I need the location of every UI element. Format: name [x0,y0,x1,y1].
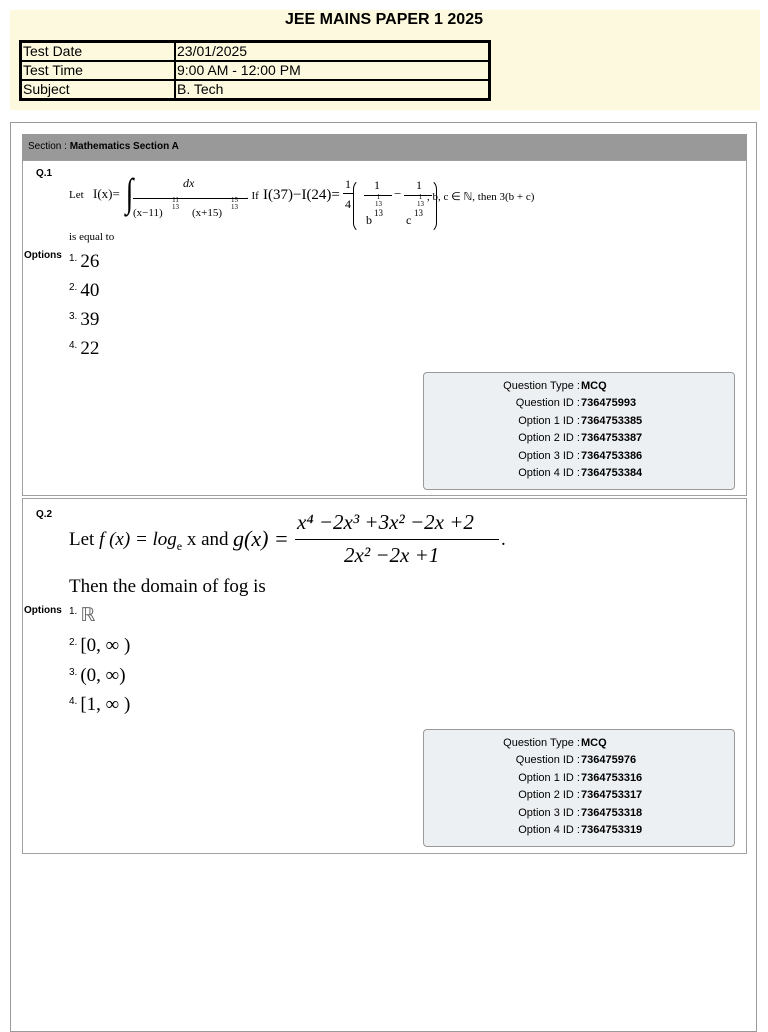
exp-num: 15 [231,196,238,204]
test-info-row [21,61,489,80]
meta-row [424,448,734,465]
test-info-value: 23/01/2025 [175,42,489,61]
question-text [69,170,709,235]
paper-title: JEE MAINS PAPER 1 2025 [284,11,483,28]
meta-value: 7364753387 [581,432,643,444]
question-text [69,510,539,573]
options-label: Options [24,605,62,616]
meta-value: 7364753316 [581,772,643,784]
math-g-numerator: x⁴ −2x³ +3x² −2x +2 [297,510,474,534]
meta-value: 736475993 [581,397,637,409]
section-prefix: Section : [28,141,70,152]
section-name: Mathematics Section A [69,141,179,152]
meta-key: Question ID : [515,397,580,409]
option-number: 2. [69,282,78,293]
question-number: Q.1 [36,168,53,179]
meta-value: 7364753319 [581,824,643,836]
fraction-denominator: 4 [345,197,351,211]
meta-value: 7364753318 [581,807,643,819]
fraction-numerator: 1 [345,177,351,191]
meta-key: Question Type : [503,380,580,392]
test-info-table [19,40,491,101]
math-period: . [501,529,506,550]
option-value: ℝ [80,605,96,626]
fraction-line [133,198,247,199]
math-exponent [172,197,179,211]
math-if: . If [246,190,259,202]
math-let: Let [69,189,84,201]
math-let-word: Let [69,529,95,550]
meta-value: 7364753317 [581,789,643,801]
paren-term-numerator: 1 [416,178,422,192]
option-2[interactable] [69,635,130,657]
math-lhs: I(37)−I(24)= [263,187,340,203]
option-3[interactable] [69,665,126,687]
meta-row [424,430,734,447]
exp-num: 1 [418,193,423,201]
option-number: 1. [69,606,78,617]
meta-key: Option 2 ID : [518,432,580,444]
exp-den: 13 [375,200,382,208]
test-info-label: Test Date [21,42,175,61]
paren-term-exponent: 13 [414,208,423,218]
meta-row [424,465,734,482]
meta-value: MCQ [581,737,607,749]
options-label: Options [24,250,62,261]
meta-row [424,805,734,822]
question-meta-box [423,729,735,847]
question-text-line2: Then the domain of fog is [69,576,266,597]
option-value: [1, ∞ ) [80,694,131,715]
meta-value: 7364753385 [581,415,643,427]
meta-row [424,395,734,412]
math-tail: , b, c ∈ ℕ, then 3(b + c) [427,191,535,203]
meta-value: 736475976 [581,754,637,766]
right-paren [422,179,437,233]
fraction-line [343,193,353,194]
math-let [69,529,229,554]
math-numerator: dx [183,176,195,190]
meta-key: Option 1 ID : [518,772,580,784]
meta-value: MCQ [581,380,607,392]
exp-num: 11 [172,196,179,204]
option-number: 1. [69,253,78,264]
math-exponent [231,197,238,211]
option-number: 2. [69,637,78,648]
option-1[interactable] [69,251,99,273]
option-number: 3. [69,667,78,678]
paren-term-exponent: 13 [374,208,383,218]
test-info-row [21,80,489,99]
option-value: [0, ∞ ) [80,635,131,656]
math-denominator-b: (x+15) [192,207,223,219]
exp-num: 1 [376,193,381,201]
question-card [22,160,747,496]
test-info-row [21,42,489,61]
question-text-line2: is equal to [69,231,115,243]
fraction-line [295,539,499,540]
meta-key: Option 1 ID : [518,415,580,427]
meta-value: 7364753386 [581,450,643,462]
meta-key: Option 4 ID : [518,824,580,836]
option-value: 39 [80,309,100,330]
test-info-label: Subject [21,80,175,99]
option-2[interactable] [69,280,99,302]
question-meta-box [423,372,735,490]
question-number: Q.2 [36,509,53,520]
math-g-denominator: 2x² −2x +1 [344,543,440,567]
math-f-var: x and [182,529,229,550]
option-number: 4. [69,340,78,351]
option-value: 22 [80,338,100,359]
math-subscript: e [176,538,183,553]
meta-key: Question ID : [515,754,580,766]
math-minus: − [394,186,402,201]
paren-term-numerator: 1 [374,178,380,192]
exp-den: 13 [172,203,179,211]
meta-row [424,770,734,787]
exp-den: 13 [417,200,424,208]
meta-row [424,735,734,752]
math-denominator-a: (x−11) [133,207,163,219]
option-number: 4. [69,696,78,707]
option-4[interactable] [69,338,99,360]
paren-term-base: b [366,213,372,227]
option-number: 3. [69,311,78,322]
meta-row [424,378,734,395]
paren-term-base: c [406,213,412,227]
section-header [22,134,747,160]
meta-key: Option 4 ID : [518,467,580,479]
meta-key: Option 3 ID : [518,450,580,462]
exp-den: 13 [231,203,238,211]
meta-row [424,787,734,804]
meta-key: Option 3 ID : [518,807,580,819]
meta-value: 7364753384 [581,467,643,479]
option-value: (0, ∞) [80,665,126,686]
math-function: I(x)= [93,186,120,201]
test-info-label: Test Time [21,61,175,80]
math-f-def: f (x) = log [99,529,177,550]
option-1[interactable] [69,604,95,627]
meta-row [424,752,734,769]
option-value: 26 [80,251,100,272]
meta-key: Question Type : [503,737,580,749]
option-value: 40 [80,280,100,301]
test-info-value: B. Tech [175,80,489,99]
test-info-value: 9:00 AM - 12:00 PM [175,61,489,80]
math-exponent [375,194,382,208]
meta-row [424,822,734,839]
integral-sign: ∫ [125,170,134,215]
meta-row [424,413,734,430]
math-g-lhs: g(x) = [233,526,289,551]
option-4[interactable] [69,694,130,716]
question-card [22,498,747,854]
option-3[interactable] [69,309,99,331]
meta-key: Option 2 ID : [518,789,580,801]
